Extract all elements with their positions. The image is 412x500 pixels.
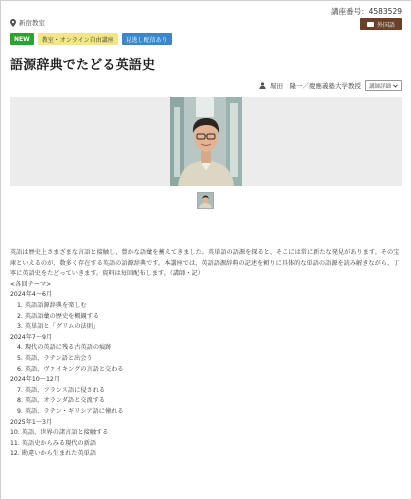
- course-number: 講座番号：4583529: [331, 7, 402, 16]
- lecturer-photo[interactable]: [170, 97, 242, 186]
- list-item: 12. 勘違いから生まれた英単語: [10, 450, 97, 458]
- list-item: 4. 現代の英語に残る古英語の痕跡: [17, 344, 112, 352]
- term-period: 2024年10〜12月: [10, 376, 61, 384]
- lecturer-thumbnail[interactable]: [197, 192, 214, 209]
- badge-row: [10, 33, 172, 45]
- lecturer-select-label: 講師詳細: [368, 83, 391, 90]
- schedule-heading: <各回テーマ>: [10, 280, 52, 288]
- folder-icon: [367, 22, 374, 27]
- list-item: 2. 英語語彙の歴史を概観する: [17, 312, 100, 320]
- category-label: 外国語: [376, 21, 395, 29]
- list-item: 11. 英語史からみる現代の新語: [10, 439, 97, 447]
- lecturer-row: [259, 80, 402, 91]
- replay-badge: 見逃し配信あり: [122, 33, 172, 45]
- page-title: 語源辞典でたどる英語史: [10, 58, 156, 73]
- lecturer-name: 堀田 隆一／慶應義塾大学教授: [269, 82, 361, 90]
- list-item: 10. 英語、世界の諸言語と接触する: [10, 429, 109, 437]
- list-item: 5. 英語、ラテン語と出会う: [17, 354, 93, 362]
- new-badge: NEW: [10, 33, 34, 45]
- lecturer-photo-band: [10, 97, 402, 186]
- term-period: 2024年7〜9月: [10, 333, 53, 341]
- lecturer-select[interactable]: [365, 80, 402, 91]
- list-item: 9. 英語、ラテン・ギリシア語に憧れる: [17, 407, 124, 415]
- term-period: 2024年4〜6月: [10, 291, 53, 299]
- person-icon: [259, 82, 266, 89]
- list-item: 3. 英単語と「グリムの法則」: [17, 323, 100, 331]
- list-item: 7. 英語、フランス語に侵される: [17, 386, 106, 394]
- category-button[interactable]: [360, 18, 402, 30]
- location-text: 新宿教室: [19, 19, 45, 27]
- description-paragraph: 英語は歴史上さまざまな言語と接触し、豊かな語彙を蓄えてきました。英単語の語源を探ると、そこには常に新たな発見があります。その宝庫といえるのが、数多く存在する英語の語源辞典です。本講座では、英語語源辞典の記述を頼りに具体的な単語の語源を読み解きながら、丁寧に英語史をたどっていきます。資料は毎回配布します。（講師・記）: [10, 249, 400, 278]
- list-item: 1. 英語語源辞典を楽しむ: [17, 301, 87, 309]
- list-item: 8. 英語、オランダ語と交流する: [17, 397, 106, 405]
- course-mode-badge: 教室・オンライン自由講座: [38, 33, 118, 45]
- location-pin-icon: [10, 19, 16, 27]
- term-period: 2025年1〜3月: [10, 418, 53, 426]
- location-label: [10, 18, 45, 27]
- list-item: 6. 英語、ヴァイキングの言語と交わる: [17, 365, 124, 373]
- chevron-down-icon: [393, 84, 398, 88]
- course-description: [10, 248, 404, 460]
